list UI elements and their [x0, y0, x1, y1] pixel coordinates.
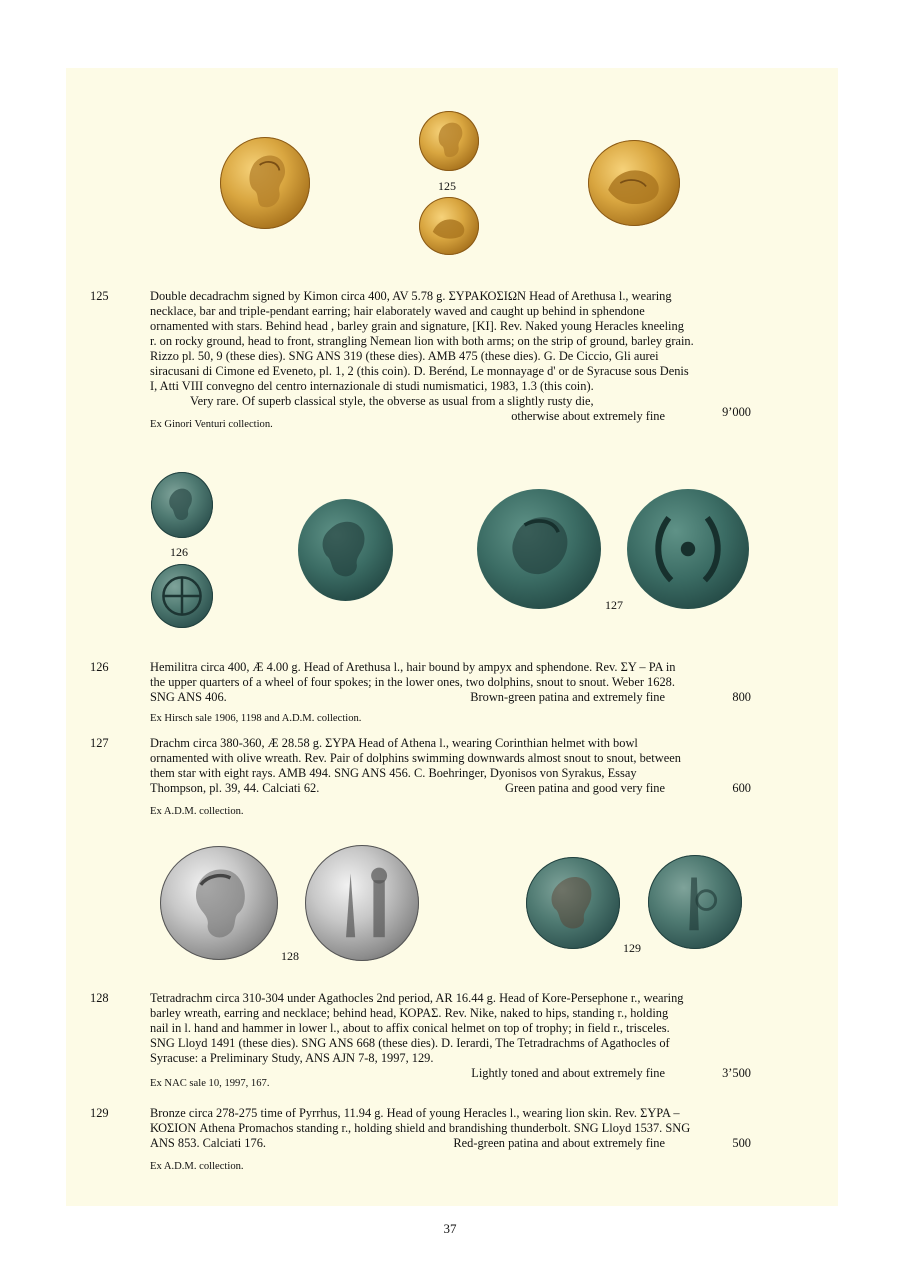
lot-number: 129 [90, 1106, 109, 1120]
lot-price: 9’000 [722, 405, 751, 419]
page-number: 37 [443, 1221, 457, 1236]
coin-127-obverse [477, 489, 601, 609]
condition-remark: Red-green patina and about extremely fine [453, 1136, 665, 1150]
coin-126-reverse [151, 564, 213, 628]
condition-remark: Very rare. Of superb classical style, the obverse as usual from a slightly rusty die, [190, 394, 594, 408]
lot-128 [90, 991, 751, 1083]
lot-number: 126 [90, 660, 109, 674]
coin-128-obverse [160, 846, 278, 960]
lot-number: 128 [90, 991, 109, 1005]
coin-127-reverse [627, 489, 749, 609]
provenance: Ex A.D.M. collection. [150, 1161, 244, 1172]
description-last-row [150, 1136, 751, 1151]
coin-129-reverse [648, 855, 742, 949]
lot-description [150, 660, 751, 705]
description-line: Thompson, pl. 39, 44. Calciati 62. [150, 781, 320, 795]
lot-126 [90, 660, 751, 706]
description-line: nail in l. hand and hammer in lower l., about to affix conical helmet on top of trophy; in field r., trisceles. [150, 1021, 670, 1035]
coin-125-reverse [419, 197, 479, 255]
provenance: Ex Ginori Venturi collection. [150, 419, 273, 430]
coin-125-obverse-enlarged [220, 137, 310, 229]
lot-number: 125 [90, 289, 109, 303]
description-line: SNG Lloyd 1491 (these dies). SNG ANS 668 (these dies). D. Ierardi, The Tetradrachms of Agathocles of [150, 1036, 670, 1050]
lot-number: 127 [90, 736, 109, 750]
coin-126-obverse [151, 472, 213, 538]
description-line: barley wreath, earring and necklace; behind head, ΚΟΡΑΣ. Rev. Nike, naked to hips, standing r., holding [150, 1006, 669, 1020]
photo-label-129: 129 [623, 941, 641, 955]
description-line: SNG ANS 406. [150, 690, 227, 704]
description-line: r. on rocky ground, head to front, strangling Nemean lion with both arms; on the strip of ground, barley grain. [150, 334, 694, 348]
coin-128-reverse [305, 845, 419, 961]
lot-price: 600 [732, 781, 751, 795]
lot-price: 800 [732, 690, 751, 704]
lot-description [150, 736, 751, 796]
photo-label-128: 128 [281, 949, 299, 963]
description-line: ANS 853. Calciati 176. [150, 1136, 266, 1150]
description-line: siracusani di Cimone ed Eveneto, pl. 1, 2 (this coin). D. Berénd, Le monnayage d' or de Syracuse sous Denis [150, 364, 689, 378]
description-line: Drachm circa 380-360, Æ 28.58 g. ΣΥΡΑ Head of Athena l., wearing Corinthian helmet with bowl [150, 736, 638, 750]
lot-description [150, 991, 751, 1081]
provenance: Ex A.D.M. collection. [150, 806, 244, 817]
description-line: I, Atti VIII convegno del centro internazionale di studi numismatici, 1983, 1.3 (this coin). [150, 379, 594, 393]
description-line: Hemilitra circa 400, Æ 4.00 g. Head of Arethusa l., hair bound by ampyx and sphendone. Rev. ΣΥ – ΡΑ in [150, 660, 676, 674]
condition-remark: Green patina and good very fine [505, 781, 665, 795]
description-line: Double decadrachm signed by Kimon circa 400, AV 5.78 g. ΣΥΡΑΚΟΣΙΩΝ Head of Arethusa l., wearing [150, 289, 672, 303]
coin-125-reverse-enlarged [588, 140, 680, 226]
description-line: ΚΟΣΙΟΝ Athena Promachos standing r., holding shield and brandishing thunderbolt. SNG Lloyd 1537. SNG [150, 1121, 691, 1135]
condition-remark: Brown-green patina and extremely fine [470, 690, 665, 704]
photo-label-125: 125 [438, 179, 456, 193]
condition-remark: Lightly toned and about extremely fine [471, 1066, 665, 1080]
description-last-row [150, 690, 751, 705]
lot-125 [90, 289, 751, 423]
description-last-row [150, 781, 751, 796]
description-line: them star with eight rays. AMB 494. SNG ANS 456. C. Boehringer, Dyonisos von Syrakus, Essay [150, 766, 637, 780]
description-line: Syracuse: a Preliminary Study, ANS AJN 7-8, 1997, 129. [150, 1051, 434, 1065]
description-line: the upper quarters of a wheel of four spokes; in the lower ones, two dolphins, snout to snout. Weber 1628. [150, 675, 675, 689]
description-line: Rizzo pl. 50, 9 (these dies). SNG ANS 319 (these dies). AMB 475 (these dies). G. De Ciccio, Gli aurei [150, 349, 659, 363]
lot-price: 500 [732, 1136, 751, 1150]
description-line: ornamented with stars. Behind head , barley grain and signature, [KI]. Rev. Naked young Heracles kneeling [150, 319, 684, 333]
provenance: Ex Hirsch sale 1906, 1198 and A.D.M. collection. [150, 713, 362, 724]
provenance: Ex NAC sale 10, 1997, 167. [150, 1078, 270, 1089]
coin-126-obverse-enlarged [298, 499, 393, 601]
description-line: Tetradrachm circa 310-304 under Agathocles 2nd period, AR 16.44 g. Head of Kore-Persephone r., wearing [150, 991, 684, 1005]
lot-description [150, 289, 751, 424]
coin-129-obverse [526, 857, 620, 949]
photo-label-126: 126 [170, 545, 188, 559]
coin-125-obverse [419, 111, 479, 171]
photo-label-127: 127 [605, 598, 623, 612]
description-line: ornamented with olive wreath. Rev. Pair of dolphins swimming downwards almost snout to snout, between [150, 751, 681, 765]
description-line: Bronze circa 278-275 time of Pyrrhus, 11.94 g. Head of young Heracles l., wearing lion skin. Rev. ΣΥΡΑ – [150, 1106, 680, 1120]
lot-description [150, 1106, 751, 1151]
description-line: necklace, bar and triple-pendant earring; hair elaborately waved and caught up behind in sphendone [150, 304, 645, 318]
lot-127 [90, 736, 751, 798]
lot-price: 3’500 [722, 1066, 751, 1080]
condition-remark: otherwise about extremely fine [511, 409, 665, 423]
lot-129 [90, 1106, 751, 1152]
